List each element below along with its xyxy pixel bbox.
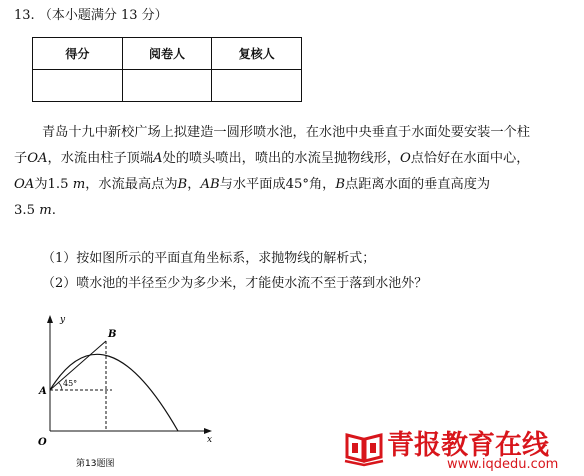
reviewer-cell[interactable] (212, 70, 302, 102)
score-header: 得分 (33, 38, 123, 70)
grader-header: 阅卷人 (122, 38, 212, 70)
y-axis-arrow (47, 315, 53, 323)
figure-caption: 第13题图 (76, 459, 115, 469)
angle-arc (58, 382, 62, 390)
grader-cell[interactable] (122, 70, 212, 102)
angle-label: 45° (63, 379, 78, 388)
score-table (32, 37, 302, 102)
question-2: （2）喷水池的半径至少为多少米，才能使水流不至于落到水池外？ (42, 276, 428, 291)
question-header (14, 4, 168, 23)
x-axis-label: x (207, 435, 213, 445)
reviewer-header: 复核人 (212, 38, 302, 70)
parabola-curve (50, 354, 178, 431)
iqdedu-logo (343, 421, 583, 474)
question-number: 13. (14, 8, 35, 23)
problem-line-3: OA为1.5 m，水流最高点为B，AB与水平面成45°角，B点距离水面的垂直高度为 (14, 177, 491, 192)
figure-13 (0, 305, 230, 476)
problem-statement (14, 120, 574, 224)
open-book-icon (343, 425, 385, 467)
x-axis-arrow (204, 428, 212, 434)
question-1: （1）按如图所示的平面直角坐标系，求抛物线的解析式； (42, 251, 376, 266)
logo-text: 青报教育在线 (387, 430, 549, 461)
question-points-note: （本小题满分 13 分） (38, 8, 168, 23)
score-table-header-row (33, 38, 302, 70)
score-table-blank-row (33, 70, 302, 102)
score-cell[interactable] (33, 70, 123, 102)
problem-line-1: 青岛十九中新校广场上拟建造一圆形喷水池，在水池中央垂直于水面处要安装一个柱 (42, 125, 530, 140)
point-b-label: B (108, 329, 117, 340)
problem-line-2: 子OA，水流由柱子顶端A处的喷头喷出，喷出的水流呈抛物线形，O点恰好在水面中心， (14, 151, 530, 166)
origin-label: O (38, 437, 47, 448)
problem-line-4: 3.5 m. (14, 203, 56, 218)
y-axis-label: y (60, 315, 66, 325)
point-a-label: A (39, 386, 47, 397)
logo-url: www.iqdedu.com (447, 457, 559, 472)
